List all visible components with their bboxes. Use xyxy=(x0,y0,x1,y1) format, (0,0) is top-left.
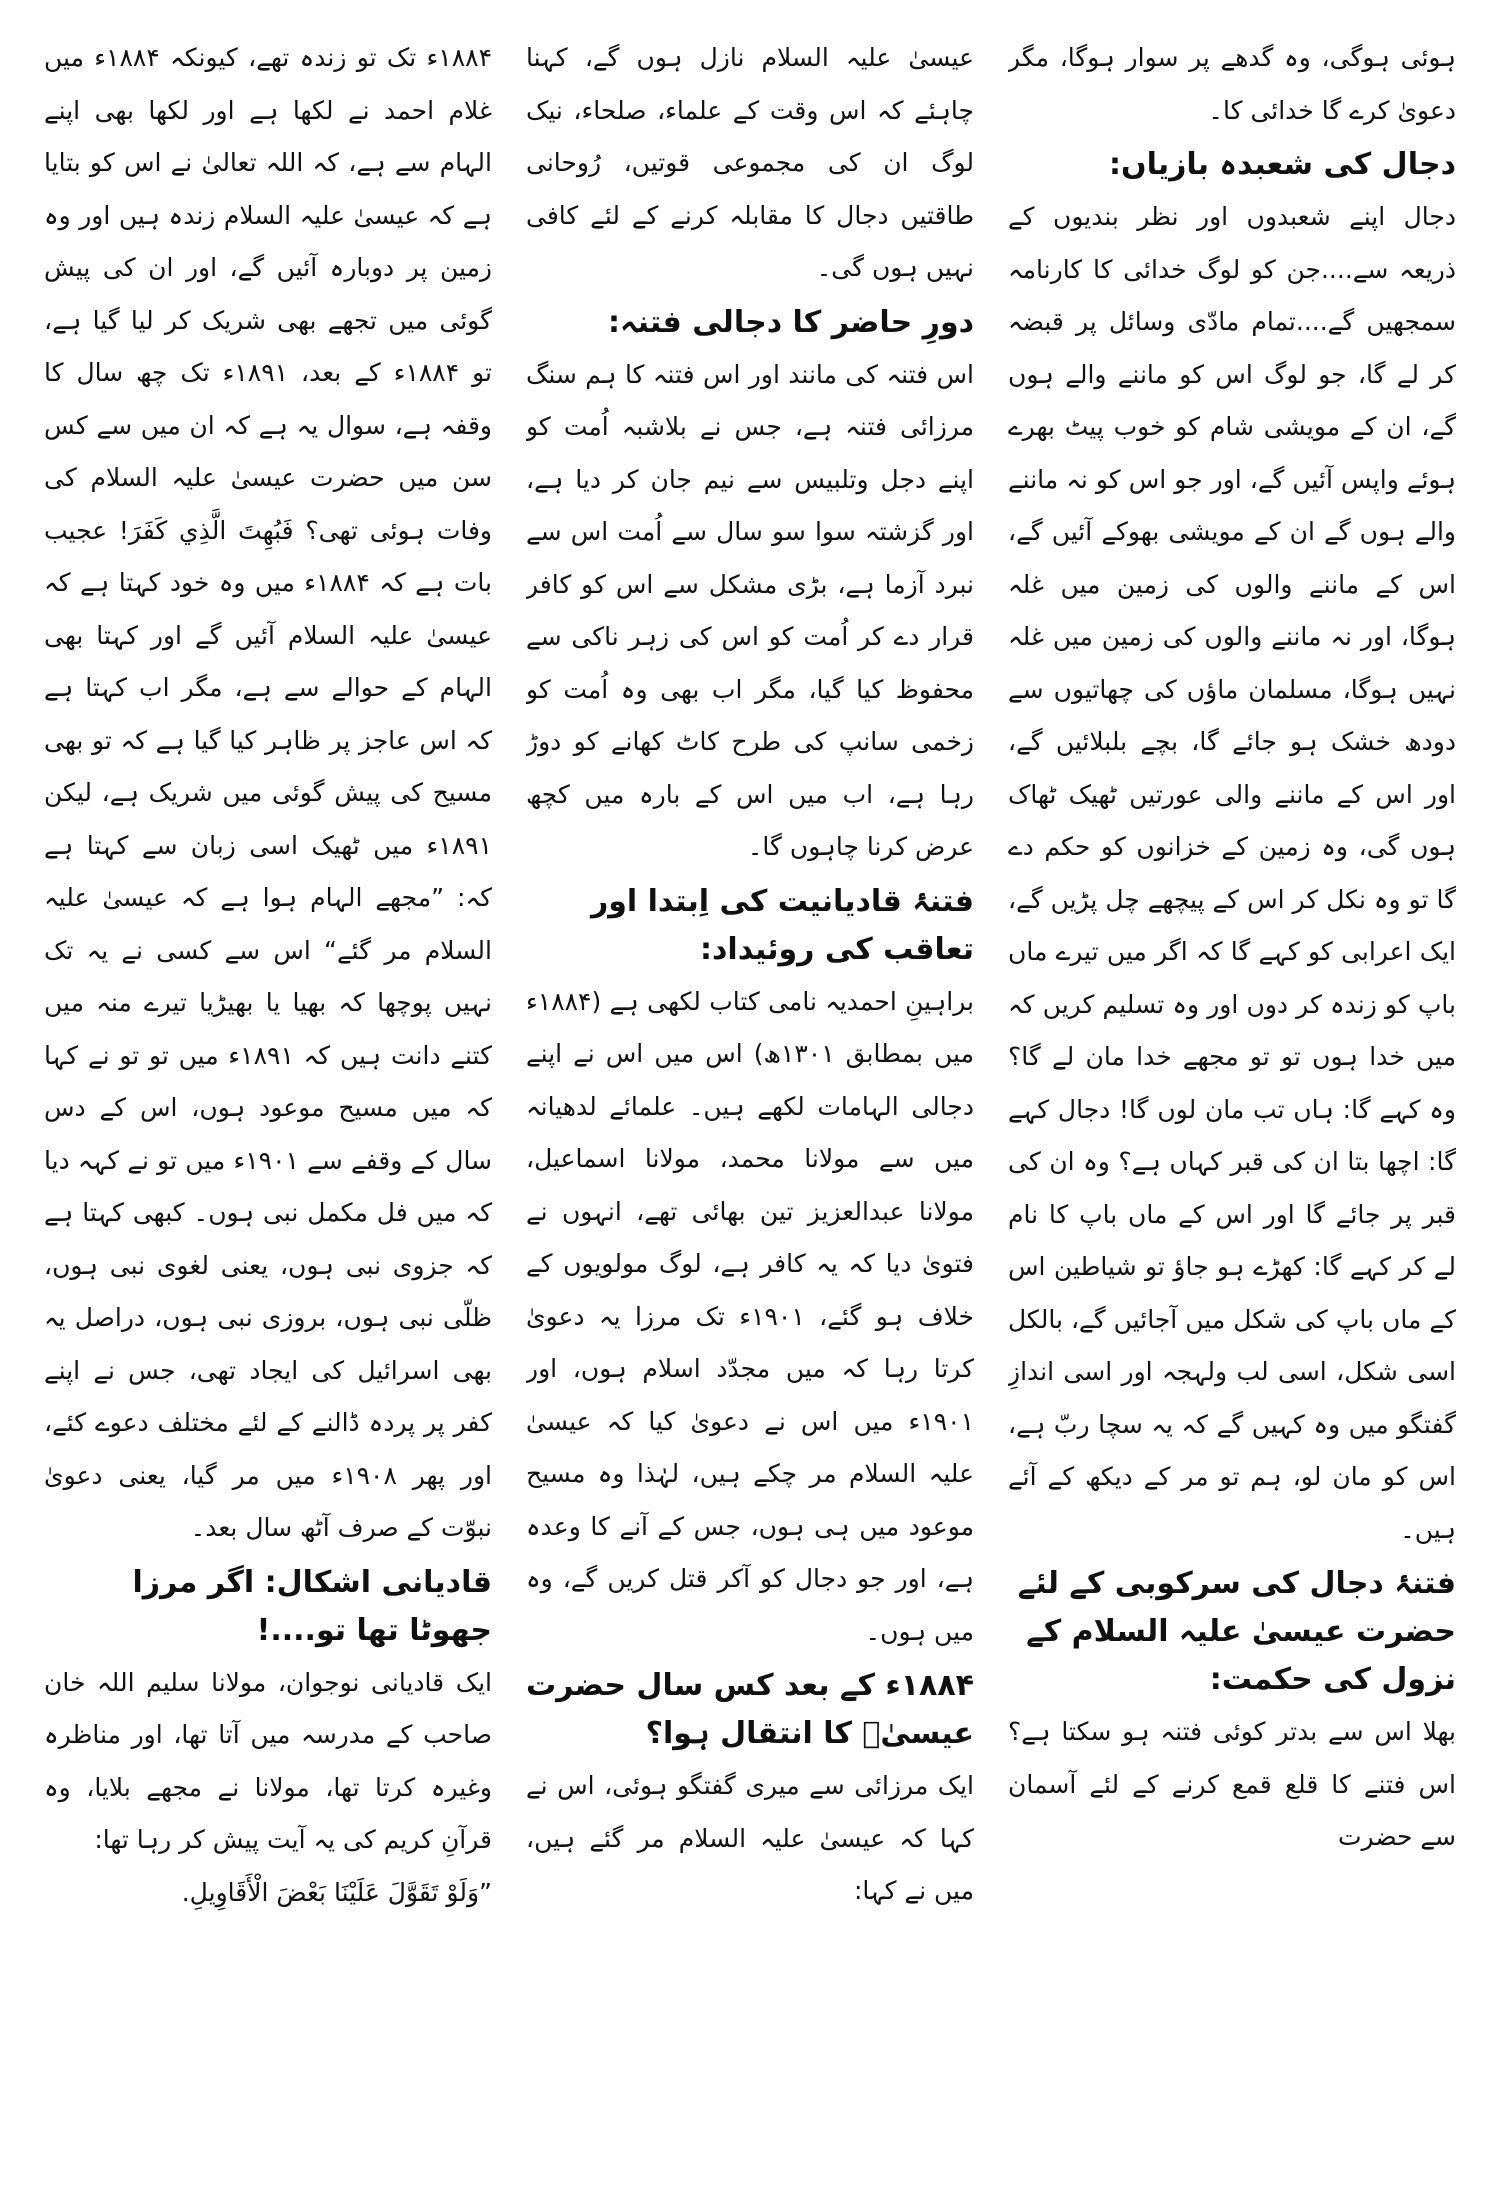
section-heading: دجال کی شعبدہ بازیاں: xyxy=(1109,147,1456,182)
paragraph: دجال اپنے شعبدوں اور نظر بندیوں کے ذریعہ سے....جن کو لوگ خدائی کا کارنامہ سمجھیں گے....تمام مادّی وسائل پر قبضہ کر لے گا، جو لوگ اس کو ماننے والے ہوں گے، ان کے مویشی شام کو خوب پیٹ بھرے ہوئے واپس آئیں گے، اور جو اس کو نہ ماننے والے ہوں گے ان کے مویشی بھوکے آئیں گے، اس کے ماننے والوں کی زمین میں غلہ ہوگا، اور نہ ماننے والوں کی زمین میں غلہ نہیں ہوگا، مسلمان ماؤں کی چھاتیوں سے دودھ خشک ہو جائے گا، بچے بلبلائیں گے، اور اس کے ماننے والی عورتیں ٹھیک ٹھاک ہوں گی، وہ زمین کے خزانوں کو حکم دے گا تو وہ نکل کر اس کے پیچھے چل پڑیں گے، ایک اعرابی کو کہے گا کہ اگر میں تیرے ماں باپ کو زندہ کر دوں اور وہ تسلیم کریں کہ میں خدا ہوں تو تو مجھے خدا مان لے گا؟ وہ کہے گا: ہاں تب مان لوں گا! دجال کہے گا: اچھا بتا ان کی قبر کہاں ہے؟ وہ ان کی قبر پر جائے گا اور اس کے ماں باپ کا نام لے کر کہے گا: کھڑے ہو جاؤ تو شیاطین اس کے ماں باپ کی شکل میں آجائیں گے، بالکل اسی شکل، اسی لب ولہجہ اور اسی اندازِ گفتگو میں وہ کہیں گے کہ یہ سچا ربّ ہے، اس کو مان لو، ہم تو مر کے دیکھ کے آئے ہیں۔ xyxy=(1008,202,1456,1544)
column-right xyxy=(1008,32,1456,2200)
paragraph: ایک قادیانی نوجوان، مولانا سلیم اللہ خان صاحب کے مدرسہ میں آتا تھا، اور مناظرہ وغیرہ کرتا تھا، مولانا نے مجھے بلایا، وہ قرآنِ کریم کی یہ آیت پیش کر رہا تھا: xyxy=(44,1667,492,1854)
paragraph: براہینِ احمدیہ نامی کتاب لکھی ہے (۱۸۸۴ء میں بمطابق ۱۳۰۱ھ) اس میں اس نے اپنے دجالی الہامات لکھے ہیں۔ علمائے لدھیانہ میں سے مولانا محمد، مولانا اسماعیل، مولانا عبدالعزیز تین بھائی تھے، انہوں نے فتویٰ دیا کہ یہ کافر ہے، لوگ مولویوں کے خلاف ہو گئے، ۱۹۰۱ء تک مرزا یہ دعویٰ کرتا رہا کہ میں مجدّد اسلام ہوں، اور ۱۹۰۱ء میں اس نے دعویٰ کیا کہ عیسیٰ علیہ السلام مر چکے ہیں، لہٰذا وہ مسیح موعود میں ہی ہوں، جس کے آنے کا وعدہ ہے، اور جو دجال کو آکر قتل کریں گے، وہ میں ہوں۔ xyxy=(526,986,974,1646)
section-heading: ۱۸۸۴ء کے بعد کس سال حضرت عیسیٰؑ کا انتقال ہوا؟ xyxy=(526,1668,974,1751)
section-heading: فتنۂ قادیانیت کی اِبتدا اور تعاقب کی روئیداد: xyxy=(591,883,974,967)
paragraph: ایک مرزائی سے میری گفتگو ہوئی، اس نے کہا کہ عیسیٰ علیہ السلام مر گئے ہیں، میں نے کہا: xyxy=(526,1771,974,1905)
section-heading: قادیانی اشکال: اگر مرزا جھوٹا تھا تو....! xyxy=(132,1564,492,1648)
column-middle xyxy=(526,32,974,2200)
paragraph: عیسیٰ علیہ السلام نازل ہوں گے، کہنا چاہئے کہ اس وقت کے علماء، صلحاء، نیک لوگ ان کی مجموعی قوتیں، رُوحانی طاقتیں دجال کا مقابلہ کرنے کے لئے کافی نہیں ہوں گی۔ xyxy=(526,43,974,282)
section-heading: فتنۂ دجال کی سرکوبی کے لئے حضرت عیسیٰ علیہ السلام کے نزول کی حکمت: xyxy=(1017,1566,1456,1697)
paragraph: ۱۸۸۴ء تک تو زندہ تھے، کیونکہ ۱۸۸۴ء میں غلام احمد نے لکھا ہے اور لکھا بھی اپنے الہام سے ہے، کہ اللہ تعالیٰ نے اس کو بتایا ہے کہ عیسیٰ علیہ السلام زندہ ہیں اور وہ زمین پر دوبارہ آئیں گے، اور ان کی پیش گوئی میں تجھے بھی شریک کر لیا گیا ہے، تو ۱۸۸۴ء کے بعد، ۱۸۹۱ء تک چھ سال کا وقفہ ہے، سوال یہ ہے کہ ان میں سے کس سن میں حضرت عیسیٰ علیہ السلام کی وفات ہوئی تھی؟ فَبُهِتَ الَّذِي كَفَرَ! عجیب بات ہے کہ ۱۸۸۴ء میں وہ خود کہتا ہے کہ عیسیٰ علیہ السلام آئیں گے اور کہتا بھی الہام کے حوالے سے ہے، مگر اب کہتا ہے کہ اس عاجز پر ظاہر کیا گیا ہے کہ تو بھی مسیح کی پیش گوئی میں شریک ہے، لیکن ۱۸۹۱ء میں ٹھیک اسی زبان سے کہتا ہے کہ: ”مجھے الہام ہوا ہے کہ عیسیٰ علیہ السلام مر گئے“ اس سے کسی نے یہ تک نہیں پوچھا کہ بھیا یا بھیڑیا تیرے منہ میں کتنے دانت ہیں کہ ۱۸۹۱ء میں تو تو نے کہا کہ میں مسیح موعود ہوں، اس کے دس سال کے وقفے سے ۱۹۰۱ء میں تو نے کہہ دیا کہ میں فل مکمل نبی ہوں۔ کبھی کہتا ہے کہ جزوی نبی ہوں، یعنی لغوی نبی ہوں، ظلّی نبی ہوں، بروزی نبی ہوں، دراصل یہ بھی اسرائیل کی ایجاد تھی، جس نے اپنے کفر پر پردہ ڈالنے کے لئے مختلف دعوے کئے، اور پھر ۱۹۰۸ء میں مر گیا، یعنی دعویٰ نبوّت کے صرف آٹھ سال بعد۔ xyxy=(44,43,492,1542)
column-left xyxy=(44,32,492,2200)
paragraph: اس فتنہ کی مانند اور اس فتنہ کا ہم سنگ مرزائی فتنہ ہے، جس نے بلاشبہ اُمت کو اپنے دجل وتلبیس سے نیم جان کر دیا ہے، اور گزشتہ سوا سو سال سے اُمت اس سے نبرد آزما ہے، بڑی مشکل سے اس کو کافر قرار دے کر اُمت کو اس کی زہر ناکی سے محفوظ کیا گیا، مگر اب بھی وہ اُمت کو زخمی سانپ کی طرح کاٹ کھانے کو دوڑ رہا ہے، اب میں اس کے بارہ میں کچھ عرض کرنا چاہوں گا۔ xyxy=(526,359,974,861)
paragraph: ”وَلَوْ تَقَوَّلَ عَلَيْنَا بَعْضَ الْأَقَاوِيلِ. xyxy=(181,1877,492,1907)
section-heading: دورِ حاضر کا دجالی فتنہ: xyxy=(608,304,974,340)
paragraph: ہوئی ہوگی، وہ گدھے پر سوار ہوگا، مگر دعویٰ کرے گا خدائی کا۔ xyxy=(1008,43,1456,125)
paragraph: بھلا اس سے بدتر کوئی فتنہ ہو سکتا ہے؟ اس فتنے کا قلع قمع کرنے کے لئے آسمان سے حضرت xyxy=(1008,1717,1456,1851)
